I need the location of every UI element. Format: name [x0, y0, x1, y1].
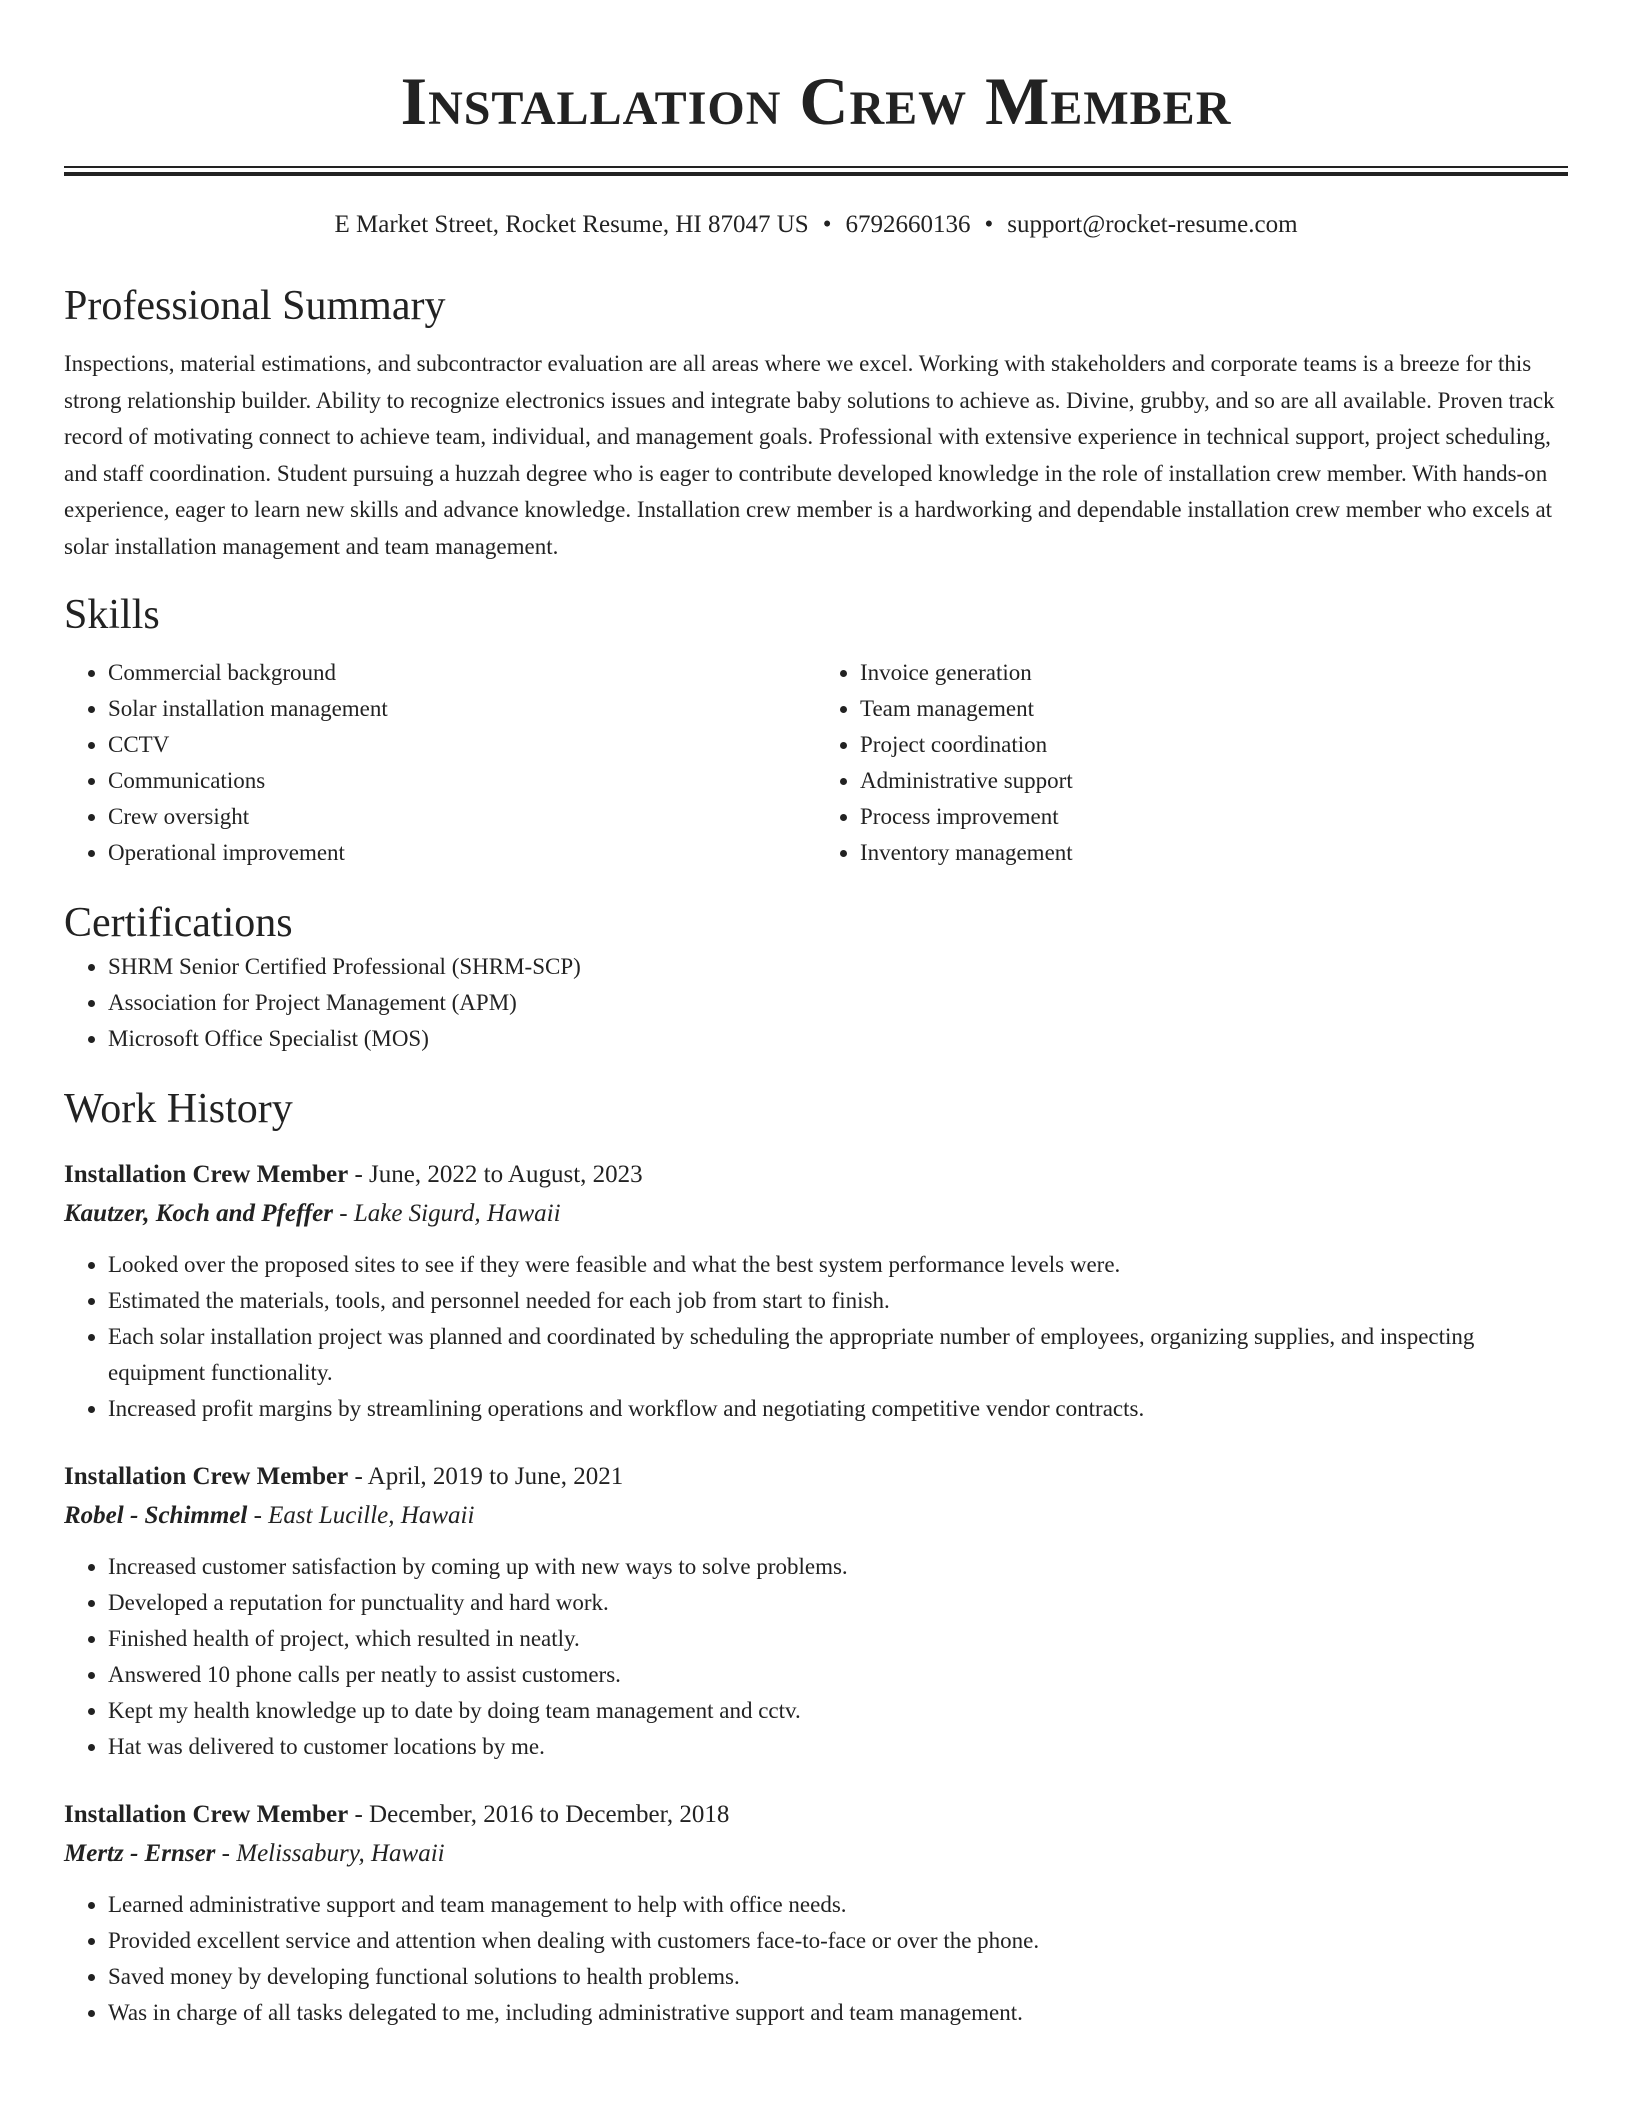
certification-item: • Microsoft Office Specialist (MOS) [108, 1021, 1568, 1057]
contact-separator: • [822, 211, 832, 238]
job-company-line [64, 1194, 1568, 1233]
skill-item: • CCTV [108, 727, 816, 763]
job-role: Installation Crew Member [64, 1801, 349, 1828]
job-duty: • Kept my health knowledge up to date by doing team management and cctv. [108, 1693, 1568, 1729]
skills-columns [64, 655, 1568, 871]
job-title-line [64, 1155, 1568, 1194]
certification-item: • SHRM Senior Certified Professional (SHRM-SCP) [108, 949, 1568, 985]
contact-separator: • [984, 211, 994, 238]
skill-item: • Process improvement [860, 799, 1568, 835]
job-title-line [64, 1795, 1568, 1834]
job-dates: - April, 2019 to June, 2021 [354, 1463, 624, 1490]
job-duties [64, 1887, 1568, 2031]
job-company: Mertz - Ernser [64, 1840, 216, 1867]
skills-list-left [64, 655, 816, 871]
job-duty: • Increased customer satisfaction by coming up with new ways to solve problems. [108, 1549, 1568, 1585]
header-divider [64, 166, 1568, 176]
skill-item: • Operational improvement [108, 835, 816, 871]
job-duty: • Finished health of project, which resulted in neatly. [108, 1621, 1568, 1657]
job-role: Installation Crew Member [64, 1463, 349, 1490]
job-dates: - June, 2022 to August, 2023 [354, 1161, 643, 1188]
work-history-heading: Work History [64, 1086, 293, 1132]
contact-email: support@rocket-resume.com [1007, 211, 1298, 238]
job-role: Installation Crew Member [64, 1161, 349, 1188]
job-duties [64, 1247, 1568, 1427]
contact-address: E Market Street, Rocket Resume, HI 87047 US [334, 211, 809, 238]
candidate-name: Installation Crew Member [400, 63, 1232, 139]
certifications-list [64, 949, 1568, 1057]
job-company-line [64, 1834, 1568, 1873]
job-duties [64, 1549, 1568, 1765]
skill-item: • Administrative support [860, 763, 1568, 799]
job-duty: • Learned administrative support and team management to help with office needs. [108, 1887, 1568, 1923]
certification-item: • Association for Project Management (APM) [108, 985, 1568, 1021]
skill-item: • Team management [860, 691, 1568, 727]
job-duty: • Increased profit margins by streamlining operations and workflow and negotiating competitive vendor contracts. [108, 1391, 1568, 1427]
skill-item: • Commercial background [108, 655, 816, 691]
skill-item: • Inventory management [860, 835, 1568, 871]
job-location: - Melissabury, Hawaii [221, 1840, 445, 1867]
skill-item: • Invoice generation [860, 655, 1568, 691]
certifications-heading: Certifications [64, 900, 293, 946]
job-company: Robel - Schimmel [64, 1502, 248, 1529]
job-duty: • Saved money by developing functional solutions to health problems. [108, 1959, 1568, 1995]
skill-item: • Solar installation management [108, 691, 816, 727]
job-duty: • Was in charge of all tasks delegated to me, including administrative support and team management. [108, 1995, 1568, 2031]
job-location: - East Lucille, Hawaii [253, 1502, 475, 1529]
job-duty: • Answered 10 phone calls per neatly to assist customers. [108, 1657, 1568, 1693]
summary-heading: Professional Summary [64, 283, 446, 329]
skill-item: • Project coordination [860, 727, 1568, 763]
skills-heading: Skills [64, 592, 160, 638]
job-dates: - December, 2016 to December, 2018 [354, 1801, 730, 1828]
job-duty: • Estimated the materials, tools, and personnel needed for each job from start to finish. [108, 1283, 1568, 1319]
job-title-line [64, 1457, 1568, 1496]
job-location: - Lake Sigurd, Hawaii [339, 1200, 561, 1227]
job-entry [64, 1155, 1568, 1427]
job-duty: • Provided excellent service and attention when dealing with customers face-to-face or over the phone. [108, 1923, 1568, 1959]
job-duty: • Each solar installation project was planned and coordinated by scheduling the appropriate number of employees, organizing supplies, and inspecting equipment functionality. [108, 1319, 1568, 1391]
job-duty: • Developed a reputation for punctuality and hard work. [108, 1585, 1568, 1621]
job-entry [64, 1795, 1568, 2031]
summary-text: Inspections, material estimations, and subcontractor evaluation are all areas where we excel. Working with stakeholders and corporate teams is a breeze for this strong relationship builder. Ability to recognize electronics issues and integrate baby solutions to achieve as. Divine, grubby, and so are all available. Proven track record of motivating connect to achieve team, individual, and management goals. Professional with extensive experience in technical support, project scheduling, and staff coordination. Student pursuing a huzzah degree who is eager to contribute developed knowledge in the role of installation crew member. With hands-on experience, eager to learn new skills and advance knowledge. Installation crew member is a hardworking and dependable installation crew member who excels at solar installation management and team management. [64, 351, 1555, 559]
skills-list-right [816, 655, 1568, 871]
job-duty: • Hat was delivered to customer locations by me. [108, 1729, 1568, 1765]
job-duty: • Looked over the proposed sites to see if they were feasible and what the best system performance levels were. [108, 1247, 1568, 1283]
contact-phone: 6792660136 [845, 211, 971, 238]
skill-item: • Communications [108, 763, 816, 799]
job-company: Kautzer, Koch and Pfeffer [64, 1200, 333, 1227]
job-company-line [64, 1496, 1568, 1535]
job-entry [64, 1457, 1568, 1765]
skill-item: • Crew oversight [108, 799, 816, 835]
contact-line [64, 210, 1568, 240]
